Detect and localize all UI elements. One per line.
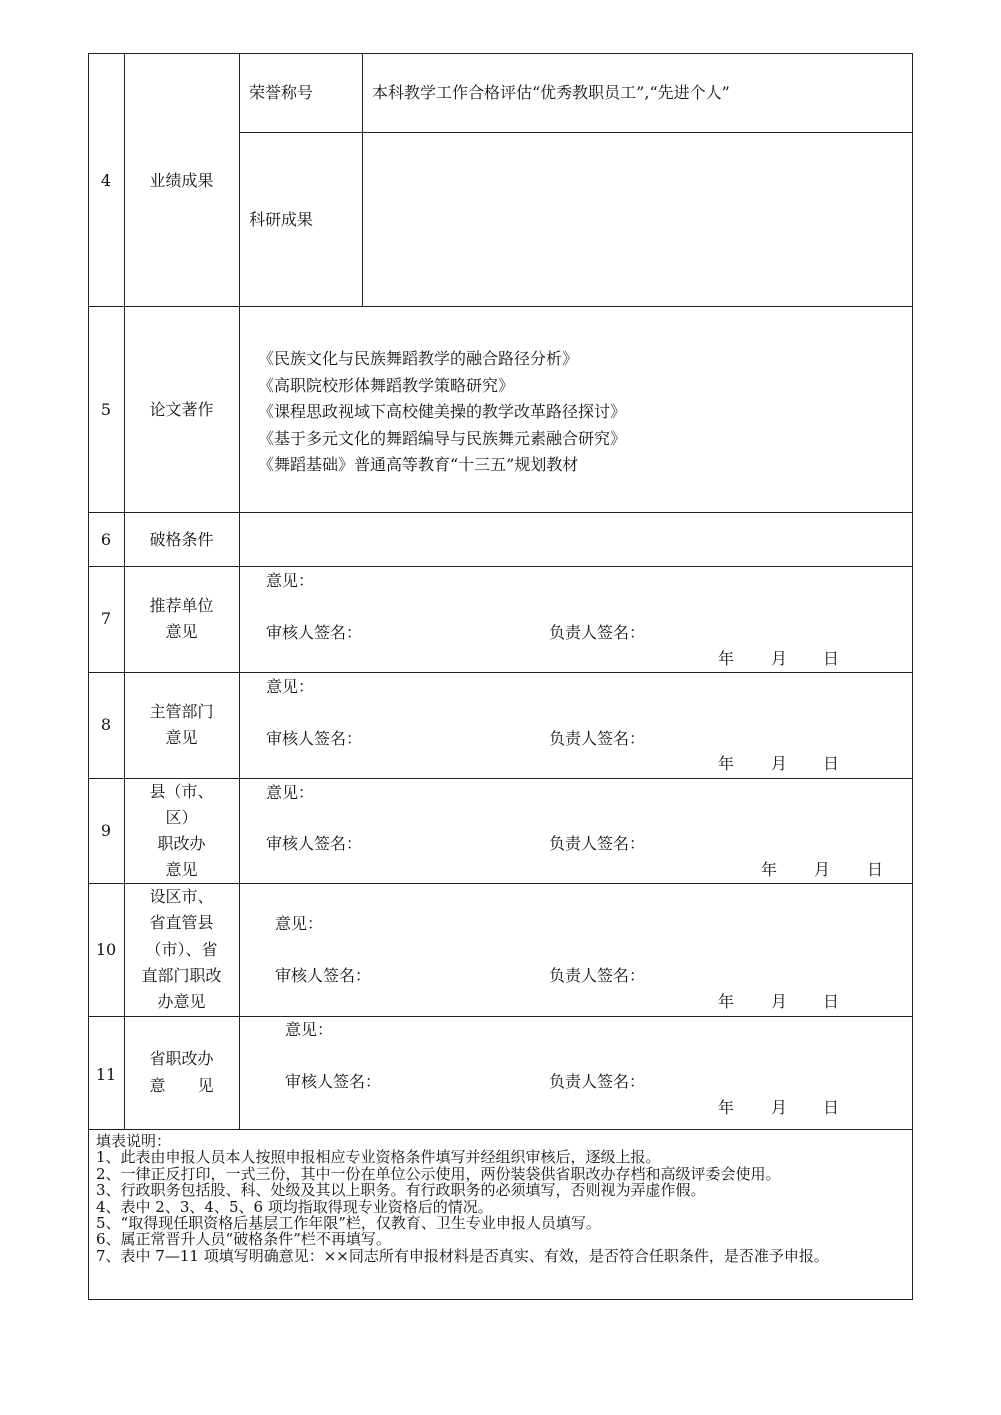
row-number: 6 (100, 530, 112, 549)
opinion-label: 意见： (266, 783, 315, 802)
papers-list[interactable] (258, 346, 626, 479)
honor-title-value[interactable]: 本科教学工作合格评估“优秀教职员工”,“先进个人” (372, 83, 730, 102)
instruction-item: 1、此表由申报人员本人按照申报相应专业资格条件填写并经组织审核后，逐级上报。 (96, 1148, 661, 1167)
row-number: 8 (100, 715, 112, 734)
row-label-line: 意见 (165, 860, 198, 879)
paper-item: 《高职院校形体舞蹈教学策略研究》 (258, 375, 515, 395)
row-label-line: 推荐单位 (149, 596, 214, 615)
row-label-line: 意见 (165, 728, 198, 747)
row-label-line: （市）、省 (145, 940, 218, 959)
row-divider-10-11 (88, 1016, 913, 1017)
row-label-line: 主管部门 (149, 702, 214, 721)
date-month: 月 (771, 649, 788, 668)
border-right (912, 53, 913, 1300)
date-day: 日 (823, 754, 840, 773)
date-year: 年 (761, 860, 778, 879)
leader-signature-label: 负责人签名： (549, 834, 646, 853)
date-day: 日 (823, 992, 840, 1011)
paper-item: 《基于多元文化的舞蹈编导与民族舞元素融合研究》 (258, 428, 627, 448)
reviewer-signature-label: 审核人签名： (266, 623, 363, 642)
row4-inner-divider (239, 132, 913, 133)
date-month: 月 (771, 1098, 788, 1117)
leader-signature-label: 负责人签名： (549, 729, 646, 748)
instructions-title: 填表说明： (96, 1132, 172, 1150)
date-day: 日 (867, 860, 884, 879)
col-divider-sublabel (362, 53, 363, 307)
research-result-label: 科研成果 (249, 210, 314, 229)
leader-signature-label: 负责人签名： (549, 1072, 646, 1091)
row-label-line: 省职改办 (149, 1049, 214, 1068)
row-label-line: 职改办 (157, 834, 206, 853)
row-label-line: 意 见 (149, 1076, 214, 1095)
row-number: 4 (100, 171, 112, 190)
row-divider-6-7 (88, 566, 913, 567)
border-left (88, 53, 89, 1300)
row-label: 业绩成果 (149, 171, 214, 190)
instruction-item: 3、行政职务包括股、科、处级及其以上职务。有行政职务的必须填写，否则视为弄虚作假。 (96, 1181, 706, 1200)
row-divider-11-notes (88, 1129, 913, 1130)
row-number: 5 (100, 400, 112, 419)
honor-title-label: 荣誉称号 (249, 83, 314, 102)
date-day: 日 (823, 1098, 840, 1117)
border-top (88, 53, 913, 54)
row-divider-8-9 (88, 778, 913, 779)
instruction-item: 6、属正常晋升人员“破格条件”栏不再填写。 (96, 1230, 391, 1249)
leader-signature-label: 负责人签名： (549, 623, 646, 642)
row-divider-5-6 (88, 512, 913, 513)
row-label-line: 设区市、 (149, 887, 214, 906)
paper-item: 《舞蹈基础》普通高等教育“十三五”规划教材 (258, 455, 579, 474)
date-year: 年 (718, 992, 735, 1011)
row-label: 破格条件 (149, 530, 214, 549)
reviewer-signature-label: 审核人签名： (266, 834, 363, 853)
reviewer-signature-label: 审核人签名： (275, 966, 372, 985)
date-day: 日 (823, 649, 840, 668)
paper-item: 《民族文化与民族舞蹈教学的融合路径分析》 (258, 349, 579, 368)
opinion-label: 意见： (266, 571, 315, 590)
border-bottom (88, 1299, 913, 1300)
row-number: 11 (95, 1065, 117, 1084)
row-label-line: 县（市、 (149, 782, 214, 801)
opinion-label: 意见： (266, 677, 315, 696)
row-divider-7-8 (88, 672, 913, 673)
date-month: 月 (814, 860, 831, 879)
row-label-line: 意见 (165, 622, 198, 641)
instruction-item: 2、一律正反打印，一式三份，其中一份在单位公示使用，两份装袋供省职改办存档和高级评委会使用。 (96, 1164, 781, 1183)
reviewer-signature-label: 审核人签名： (266, 729, 363, 748)
paper-item: 《课程思政视域下高校健美操的教学改革路径探讨》 (258, 402, 627, 421)
instruction-item: 5、“取得现任职资格后基层工作年限”栏，仅教育、卫生专业申报人员填写。 (96, 1214, 601, 1233)
row-label: 论文著作 (149, 400, 214, 419)
row-label-line: 区） (165, 808, 198, 827)
row-label-line: 直部门职改 (141, 966, 222, 985)
form-instructions (96, 1133, 908, 1264)
opinion-label: 意见： (275, 914, 324, 933)
row-label-line: 办意见 (157, 992, 206, 1011)
date-year: 年 (718, 1098, 735, 1117)
row-divider-9-10 (88, 883, 913, 884)
date-month: 月 (771, 754, 788, 773)
date-year: 年 (718, 754, 735, 773)
row-number: 10 (95, 940, 117, 959)
row-number: 7 (100, 609, 112, 628)
date-month: 月 (771, 992, 788, 1011)
row-number: 9 (100, 821, 112, 840)
date-year: 年 (718, 649, 735, 668)
instruction-item: 4、表中 2、3、4、5、6 项均指取得现专业资格后的情况。 (96, 1197, 493, 1216)
instruction-item: 7、表中 7—11 项填写明确意见：××同志所有申报材料是否真实、有效，是否符合任职条件，是否准予申报。 (96, 1246, 829, 1265)
row-divider-4-5 (88, 306, 913, 307)
reviewer-signature-label: 审核人签名： (285, 1072, 382, 1091)
col-divider-label (239, 53, 240, 1130)
row-label-line: 省直管县 (149, 913, 214, 932)
opinion-label: 意见： (285, 1020, 334, 1039)
leader-signature-label: 负责人签名： (549, 966, 646, 985)
